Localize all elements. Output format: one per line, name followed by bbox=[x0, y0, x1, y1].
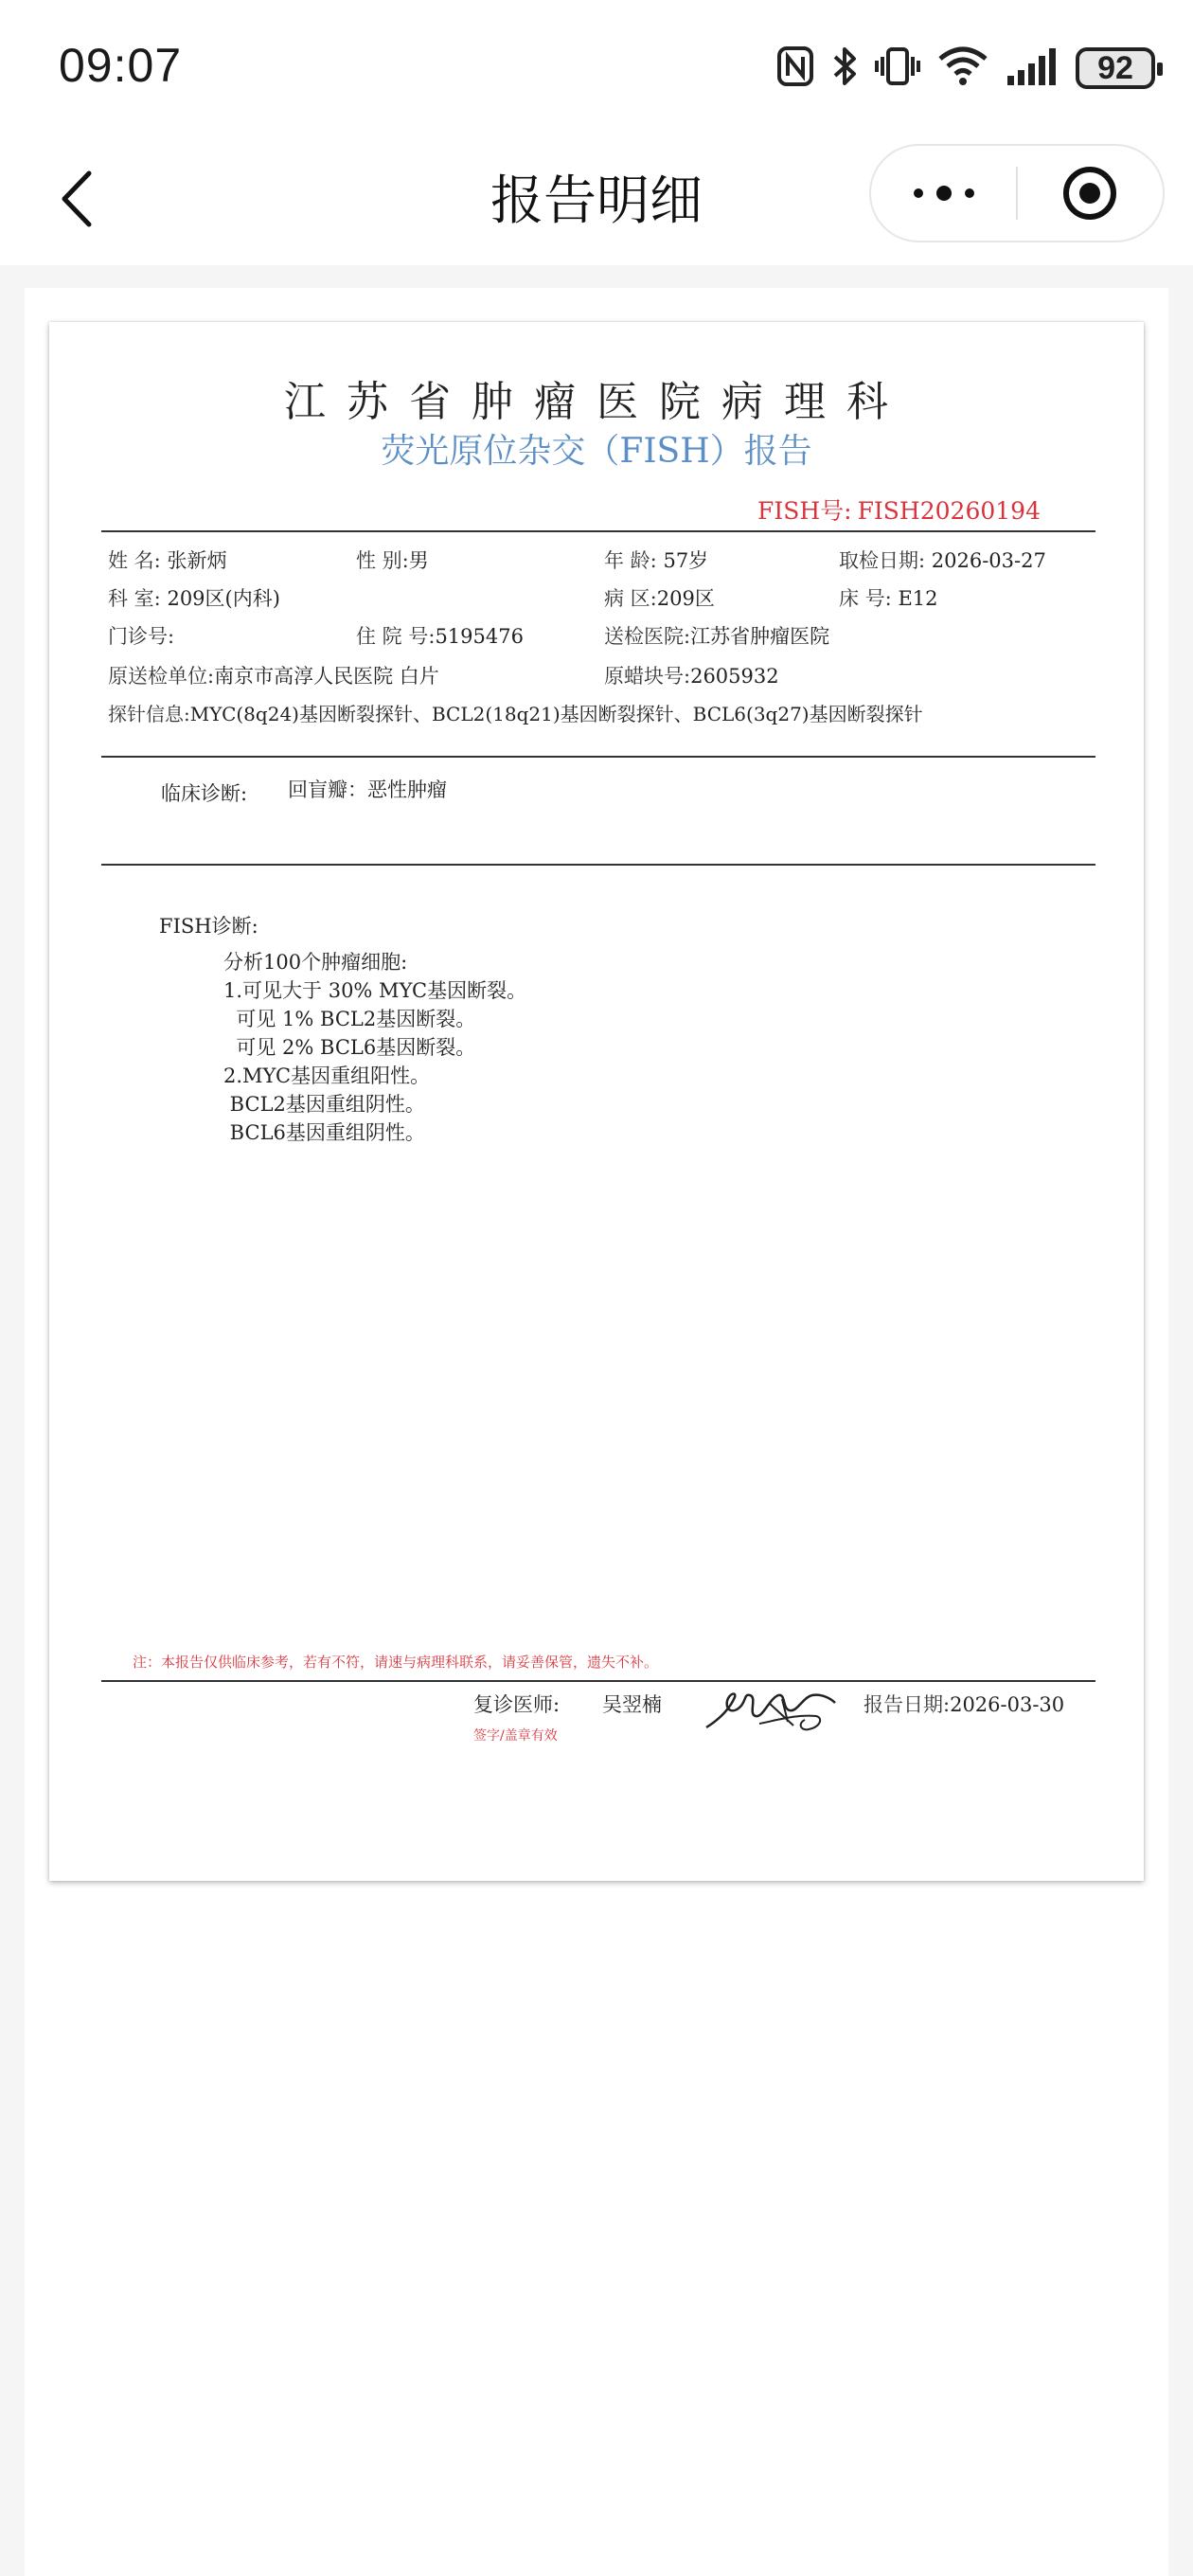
dept-field bbox=[108, 583, 280, 612]
name-value: 张新炳 bbox=[167, 549, 227, 572]
gender-field bbox=[356, 546, 429, 574]
status-time: 09:07 bbox=[59, 39, 183, 92]
signal-icon bbox=[1006, 45, 1059, 91]
collect-date-label: 取检日期: bbox=[839, 549, 926, 572]
report-date-label: 报告日期: bbox=[864, 1693, 951, 1716]
report-image[interactable] bbox=[49, 322, 1144, 1881]
divider-line bbox=[101, 530, 1095, 532]
nav-bar bbox=[0, 133, 1193, 265]
fish-line: 1.可见大于 30% MYC基因断裂。 bbox=[223, 979, 527, 1002]
clinical-value: 回盲瓣：恶性肿瘤 bbox=[288, 778, 447, 801]
page-title: 报告明细 bbox=[490, 170, 703, 232]
fish-number-label: FISH号: bbox=[757, 497, 852, 525]
wifi-icon bbox=[937, 45, 988, 91]
inpatient-label: 住 院 号: bbox=[356, 625, 436, 648]
fish-line: 2.MYC基因重组阳性。 bbox=[223, 1064, 431, 1087]
probe-value: MYC(8q24)基因断裂探针、BCL2(18q21)基因断裂探针、BCL6(3q27)基因断裂探针 bbox=[189, 703, 923, 725]
close-miniprogram-button[interactable] bbox=[1018, 146, 1163, 241]
fish-diagnosis-label: FISH诊断: bbox=[159, 915, 258, 938]
ward-label: 病 区: bbox=[604, 587, 657, 610]
origin-block-field bbox=[604, 661, 779, 689]
divider-line bbox=[101, 864, 1095, 866]
dept-label: 科 室: bbox=[108, 587, 161, 610]
outpatient-label: 门诊号: bbox=[108, 625, 175, 648]
status-icons bbox=[776, 42, 1155, 95]
probe-field bbox=[108, 699, 923, 726]
collect-date-field bbox=[839, 546, 1046, 574]
probe-label: 探针信息: bbox=[108, 703, 190, 725]
nfc-icon bbox=[776, 45, 814, 91]
fish-line: BCL6基因重组阴性。 bbox=[223, 1121, 425, 1144]
report-date-value: 2026-03-30 bbox=[950, 1693, 1065, 1716]
origin-unit-field bbox=[108, 661, 439, 689]
origin-unit-label: 原送检单位: bbox=[108, 665, 215, 688]
send-hospital-field bbox=[604, 621, 829, 650]
report-subtitle: 荧光原位杂交（FISH）报告 bbox=[381, 432, 812, 471]
fish-line: 可见 1% BCL2基因断裂。 bbox=[223, 1008, 476, 1030]
gender-value: 男 bbox=[408, 549, 429, 572]
reviewer-label: 复诊医师: bbox=[473, 1693, 561, 1716]
sign-note: 签字/盖章有效 bbox=[473, 1728, 558, 1744]
divider-line bbox=[101, 1680, 1095, 1682]
reviewer-value: 吴翌楠 bbox=[602, 1693, 662, 1716]
ward-value: 209区 bbox=[656, 587, 715, 610]
bluetooth-icon bbox=[831, 45, 858, 92]
origin-block-value: 2605932 bbox=[690, 665, 779, 688]
report-note: 注：本报告仅供临床参考，若有不符，请速与病理科联系，请妥善保管，遗失不补。 bbox=[133, 1654, 659, 1671]
battery-icon: 92 bbox=[1076, 47, 1155, 89]
signature-icon bbox=[703, 1686, 839, 1739]
more-dots-icon bbox=[911, 184, 977, 203]
dept-value: 209区(内科) bbox=[167, 587, 280, 610]
bed-value: E12 bbox=[898, 587, 938, 610]
vibrate-icon bbox=[875, 45, 920, 91]
age-label: 年 龄: bbox=[604, 549, 657, 572]
report-hospital-title: 江苏省肿瘤医院病理科 bbox=[284, 378, 909, 426]
fish-number-value: FISH20260194 bbox=[857, 497, 1041, 525]
collect-date-value: 2026-03-27 bbox=[931, 549, 1046, 572]
target-close-icon bbox=[1061, 165, 1118, 222]
gender-label: 性 别: bbox=[356, 549, 409, 572]
fish-line: 可见 2% BCL6基因断裂。 bbox=[223, 1036, 476, 1059]
inpatient-value: 5195476 bbox=[435, 625, 524, 648]
inpatient-field bbox=[356, 621, 524, 650]
status-bar bbox=[0, 0, 1193, 133]
divider-line bbox=[101, 756, 1095, 758]
fish-number bbox=[757, 492, 1041, 527]
age-field bbox=[604, 546, 708, 574]
origin-unit-value: 南京市高淳人民医院 白片 bbox=[214, 665, 439, 688]
send-hospital-label: 送检医院: bbox=[604, 625, 691, 648]
clinical-label: 临床诊断: bbox=[161, 782, 248, 805]
origin-block-label: 原蜡块号: bbox=[604, 665, 691, 688]
ward-field bbox=[604, 583, 715, 612]
mini-program-capsule bbox=[869, 144, 1165, 242]
more-button[interactable] bbox=[871, 146, 1016, 241]
age-value: 57岁 bbox=[663, 549, 709, 572]
fish-line: BCL2基因重组阴性。 bbox=[223, 1093, 425, 1116]
send-hospital-value: 江苏省肿瘤医院 bbox=[690, 625, 830, 648]
report-date-field bbox=[864, 1690, 1064, 1718]
name-label: 姓 名: bbox=[108, 549, 161, 572]
bed-field bbox=[839, 583, 938, 612]
name-field bbox=[108, 546, 226, 574]
outpatient-field bbox=[108, 621, 174, 650]
bed-label: 床 号: bbox=[839, 587, 892, 610]
fish-line: 分析100个肿瘤细胞: bbox=[223, 951, 408, 974]
